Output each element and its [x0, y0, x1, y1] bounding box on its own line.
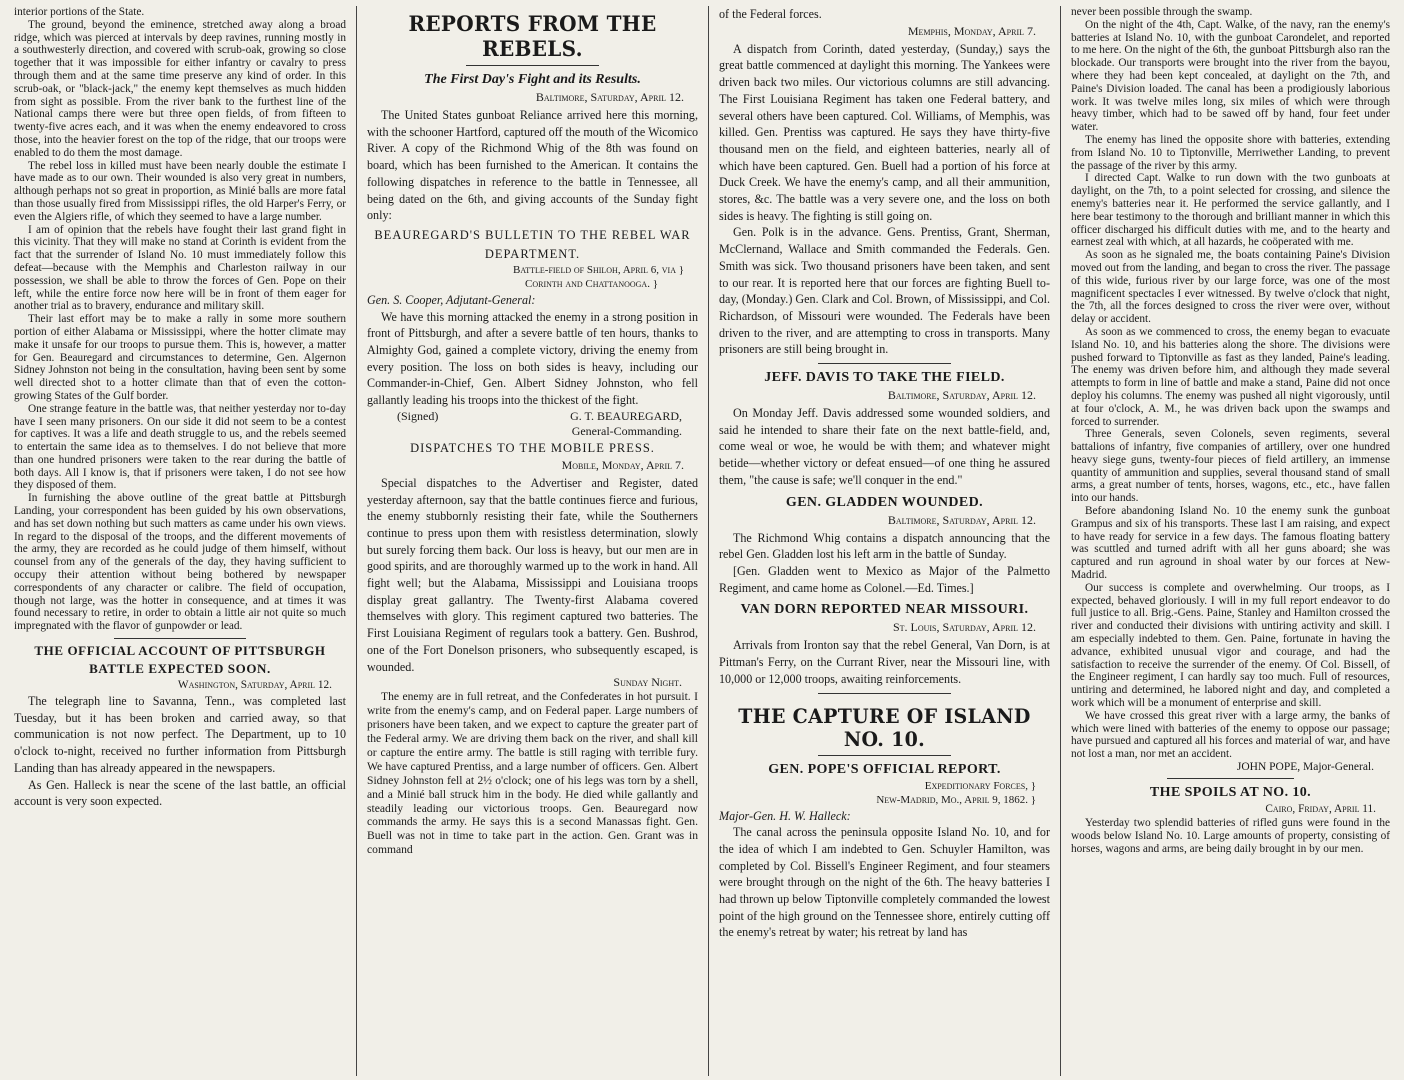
section-divider — [114, 638, 247, 639]
article-paragraph: The ground, beyond the eminence, stretched away along a broad ridge, which was pierced at intervals by deep ravines, running mostly in a southwesterly direction, and covered with scrub-oak, growing so close together that it was impossible for either infantry or cavalry to press through them and at the same time preserve any kind of order. In this scrub-oak, or "black-jack," the enemy kept themselves as much hidden from sight as possible. From the river bank to the furthest line of the National camps there were but three open fields, of from fifteen to twenty-five acres each, and it was when the enemy endeavored to cross those, into the heavier forest on the top of the ridge, that our troops were enabled to do them the most damage. — [14, 18, 346, 159]
article-paragraph: interior portions of the State. — [14, 6, 145, 18]
section-heading: THE OFFICIAL ACCOUNT OF PITTSBURGH — [34, 643, 326, 659]
dateline: Washington, Saturday, April 12. — [177, 679, 332, 692]
dateline: Corinth and Chattanooga. } — [525, 277, 658, 290]
article-paragraph: The Richmond Whig contains a dispatch announcing that the rebel Gen. Gladden lost his left arm in the battle of Sunday. — [719, 530, 1050, 562]
signature-row — [367, 409, 698, 424]
dateline: Baltimore, Saturday, April 12. — [887, 512, 1036, 527]
section-divider — [818, 693, 950, 694]
section-heading: BATTLE EXPECTED SOON. — [89, 661, 271, 677]
dateline: Expeditionary Forces, } — [924, 779, 1036, 792]
column-4 — [1060, 6, 1400, 1076]
dateline: Mobile, Monday, April 7. — [561, 457, 684, 472]
article-paragraph: A dispatch from Corinth, dated yesterday, (Sunday,) says the great battle commenced at daylight this morning. The Yankees were driven back two miles. Our victorious columns are still advancing. The First Louisiana Regiment has taken one Federal battery, and several others have been captured. Col. Williams, of Memphis, was killed. Gen. Prentiss was captured. He says they have thirty-five thousand men on the field, and eighteen batteries, nearly all of which have been captured. Gen. Buell had a portion of his force at Duck Creek. We have the enemy's camp, and all their ammunition, stores, &c. The battle was a very severe one, and the loss on both sides is heavy. The fighting is still going on. — [719, 41, 1050, 223]
salutation: Gen. S. Cooper, Adjutant-General: — [367, 292, 536, 307]
section-heading: GEN. POPE'S OFFICIAL REPORT. — [768, 761, 1001, 777]
section-heading: VAN DORN REPORTED NEAR MISSOURI. — [740, 602, 1029, 618]
article-paragraph: I directed Capt. Walke to run down with the two gunboats at daylight, on the 7th, to a point selected for crossing, and silence the enemy's batteries near it. He performed the service gallantly, and I here bear testimony to the thorough and brilliant manner in which this officer discharged his difficult duties with me, and to the hearty and earnest zeal with which, at all hazards, he coöperated with me. — [1071, 172, 1390, 249]
signed-name: G. T. BEAUREGARD, — [570, 408, 682, 423]
section-heading: DISPATCHES TO THE MOBILE PRESS. — [410, 440, 655, 455]
salutation: Major-Gen. H. W. Halleck: — [719, 808, 851, 823]
article-paragraph: [Gen. Gladden went to Mexico as Major of the Palmetto Regiment, and came home as Colonel.—Ed. Times.] — [719, 563, 1050, 595]
column-2 — [356, 6, 708, 1076]
section-divider — [818, 755, 950, 756]
article-paragraph: As soon as we commenced to cross, the enemy began to evacuate Island No. 10, and his batteries along the shore. The divisions were pushed forward to Tiptonville as fast as they landed, Paine's leading. The enemy was driven before him, and although they made several attempts to form in line of battle and make a stand, Paine did not once deploy his columns. The enemy was pushed all night vigorously, until at four o'clock, A. M., he was driven back upon the swamps and forced to surrender. — [1071, 325, 1390, 428]
article-paragraph: never been possible through the swamp. — [1071, 6, 1253, 18]
dateline: Baltimore, Saturday, April 12. — [535, 90, 684, 104]
article-paragraph: Special dispatches to the Advertiser and Register, dated yesterday afternoon, say that the battle continues fierce and furious, the enemy stubbornly resisting their fate, while the Southerners continue to press upon them with resistless determination, slowly but surely forcing them back. Our loss is heavy, but our men are in good spirits, and are thoroughly warmed up to the work in hand. All fight well; but the Alabama, Mississippi and Louisiana troops display great gallantry. The Twenty-first Alabama covered themselves with glory. This regiment captured two batteries. The First Louisiana Regiment of regulars took a battery. Gen. Bushrod, one of the Fort Donelson prisoners, who subsequently escaped, is wounded. — [367, 475, 698, 674]
article-paragraph: Before abandoning Island No. 10 the enemy sunk the gunboat Grampus and six of his transports. These last I am raising, and expect to have ready for service in a few days. The famous floating battery was scuttled and turned adrift with all her guns aboard; she was captured and run aground in shoal water by our forces at New-Madrid. — [1071, 505, 1390, 582]
article-paragraph: One strange feature in the battle was, that neither yesterday nor to-day have I seen many prisoners. On our side it did not seem to be a contest for captives. It was a life and death struggle to us, and the rebels seemed to entertain the same idea as to themselves. I do not believe that more than one hundred prisoners were taken to the rear during the battle of both days. All I know is, that if prisoners were taken, I do not see how they disposed of them. — [14, 402, 346, 492]
section-heading: JEFF. DAVIS TO TAKE THE FIELD. — [764, 370, 1005, 386]
article-paragraph: The enemy has lined the opposite shore with batteries, extending from Island No. 10 to Tiptonville, Merriwether Landing, to prevent the passage of the river by this army. — [1071, 133, 1390, 172]
article-paragraph: The telegraph line to Savanna, Tenn., was completed last Tuesday, but it has been broken and carried away, so that communication is not now perfect. The Department, up to 10 o'clock to-night, received no further information from Pittsburgh Landing than has already appeared in the newspapers. — [14, 694, 346, 775]
signed-label: (Signed) — [397, 408, 439, 423]
article-paragraph: As soon as he signaled me, the boats containing Paine's Division moved out from the landing, and began to cross the river. The passage of this wide, furious river by our large force, was one of the most magnificent spectacles I ever witnessed. By twelve o'clock that night, the 7th, all the forces designed to cross the river were over, without delay or accident. — [1071, 249, 1390, 326]
section-divider — [1167, 778, 1295, 779]
article-paragraph: I am of opinion that the rebels have fought their last grand fight in this vicinity. That they will make no stand at Corinth is evident from the fact that the surrender of Island No. 10 must immediately follow this defeat—because with the Memphis and Charleston railway in our possession, we shall be able to throw the forces of Gen. Pope on their left, while the entire force now here will be in front of them eager for another trial as to bravery, endurance and military skill. — [14, 223, 346, 313]
article-paragraph: The enemy are in full retreat, and the Confederates in hot pursuit. I write from the enemy's camp, and on Federal paper. Large numbers of prisoners have been taken, and we expect to capture the greater part of the Federal army. We are driving them back on the river, and shall kill or capture the entire army. The battle is still raging with terrible fury. We have captured Prentiss, and a large number of officers. Gen. Albert Sidney Johnston fell at 2½ o'clock; one of his legs was torn by a shell, and a Minié ball struck him in the body. He died while gallantly and steadily leading our victorious troops. Gen. Beauregard now commands the army. He says this is a second Manassas fight. Gen. Buell was not in time to take part in the action. Gen. Grant was in command — [367, 690, 698, 857]
headline: THE CAPTURE OF ISLAND NO. 10. — [738, 704, 1031, 751]
bulletin-heading: BEAUREGARD'S BULLETIN TO THE REBEL WAR — [374, 227, 691, 242]
dateline: Sunday Night. — [613, 675, 682, 690]
article-paragraph: Our success is complete and overwhelming. Our troops, as I expected, behaved gloriously. I will in my full report endeavor to do full justice to all. Brig.-Gens. Paine, Stanley and Hamilton crossed the river and conducted their divisions with untiring activity and skill. I am especially indebted to them. Gen. Paine, fortunate in having the advance, exhibited unusual vigor and courage, and had the satisfaction to receive the surrender of the enemy. Of Col. Bissell, of the Engineer regiment, I can hardly say too much. Full of resources, untiring and determined, he labored night and day, and completed a work which will be a monument of enterprise and skill. — [1071, 581, 1390, 710]
dateline: Cairo, Friday, April 11. — [1265, 803, 1376, 816]
section-divider — [818, 363, 950, 364]
bulletin-heading: DEPARTMENT. — [484, 246, 581, 261]
article-paragraph: The canal across the peninsula opposite Island No. 10, and for the idea of which I am indebted to Gen. Schuyler Hamilton, was completed by Col. Bissell's Engineer Regiment, and four steamers were brought through on the night of the 6th. The heavy batteries I had thrown up below Tiptonville completely commanded the lowest point of the high ground on the Tennessee shore, entirely cutting off the enemy's retreat by water; his retreat by land has — [719, 825, 1050, 940]
article-paragraph: On Monday Jeff. Davis addressed some wounded soldiers, and said he intended to share their fate on the next battle-field, and, come weal or woe, he would be with them; and whatever might betide—whether victory or defeat ensued—of one thing he assured them, "the cause is safe; we'll conquer in the end." — [719, 406, 1050, 487]
section-heading: GEN. GLADDEN WOUNDED. — [785, 494, 984, 510]
article-paragraph: The United States gunboat Reliance arrived here this morning, with the schooner Hartford, captured off the mouth of the Wicomico River. A copy of the Richmond Whig of the 8th was found on board, which has been furnished to the American. It contains the following dispatches in reference to the battle in Tennessee, all being dated on the 6th, and giving accounts of the Sunday fight only: — [367, 108, 698, 223]
article-paragraph: of the Federal forces. — [719, 7, 822, 21]
article-paragraph: Yesterday two splendid batteries of rifled guns were found in the woods below Island No. 10. Large amounts of property, consisting of horses, wagons and arms, are being daily brought in by our men. — [1071, 817, 1390, 855]
column-1 — [4, 6, 356, 1076]
article-paragraph: Their last effort may be to make a rally in some more southern portion of either Alabama or Mississippi, where the hotter climate may make it unsafe for our troops to pursue them. This is, however, a matter for Gen. Beauregard and circumstances to determine, Gen. Algernon Sidney Johnston not being in the consultation, having been sent by some well directed shot to a hotter climate than that of even the cotton-growing States of the Gulf border. — [14, 313, 346, 402]
dateline: Baltimore, Saturday, April 12. — [887, 388, 1036, 403]
article-paragraph: Three Generals, seven Colonels, seven regiments, several battalions of infantry, five companies of artillery, over one hundred heavy siege guns, twenty-four pieces of field artillery, an immense quantity of ammunition and supplies, several thousand stand of small arms, a great number of tents, horses, wagons, etc., etc., have fallen into our hands. — [1071, 428, 1390, 505]
article-paragraph: The rebel loss in killed must have been nearly double the estimate I have made as to our own. Their wounded is also very great in numbers, although perhaps not so great in proportion, as Minié balls are more fatal than those usually fired from Mississippi rifles, the old Harper's Ferry, or even the Algiers rifle, of which they seemed to have a large number. — [14, 159, 346, 223]
headline: REPORTS FROM THE REBELS. — [408, 10, 657, 62]
article-paragraph: Gen. Polk is in the advance. Gens. Prentiss, Grant, Sherman, McClernand, Wallace and Smith commanded the Federals. Gen. Smith was sick. Two thousand prisoners have been taken, and sent to our rear. It is reported here that our forces are fighting Buell to-day, (Monday.) Gen. Clark and Col. Brown, of Mississippi, and Col. Richardson, of Missouri were wounded. The Federals have been driven to the river, and are attempting to cross in transports. Many prisoners are still being brought in. — [719, 225, 1050, 357]
section-divider — [466, 65, 598, 66]
dateline: New-Madrid, Mo., April 9, 1862. } — [876, 793, 1036, 806]
article-paragraph: On the night of the 4th, Capt. Walke, of the navy, ran the enemy's batteries at Island No. 10, with the gunboat Carondelet, and reported to me here. On the night of the 6th, the gunboat Pittsburgh also ran the blockade. Our transports were brought into the river from the bayou, where they had been kept concealed, at daylight on the 7th, and Paine's Division loaded. The canal has been a prodigiously laborious work. It was twelve miles long, six miles of which were through heavy timber, which had to be sawed off by hand, four feet under water. — [1071, 18, 1390, 134]
article-paragraph: We have this morning attacked the enemy in a strong position in front of Pittsburgh, and after a severe battle of ten hours, thanks to Almighty God, gained a complete victory, driving the enemy from every position. The loss on both sides is heavy, including our Commander-in-Chief, Gen. Albert Sidney Johnston, who fell gallantly leading his troops into the thickest of the fight. — [367, 309, 698, 408]
signature: JOHN POPE, Major-General. — [1236, 761, 1374, 774]
dateline: Battle-field of Shiloh, April 6, via } — [513, 263, 684, 276]
article-paragraph: As Gen. Halleck is near the scene of the last battle, an official account is very soon expected. — [14, 777, 346, 809]
article-paragraph: Arrivals from Ironton say that the rebel General, Van Dorn, is at Pittman's Ferry, on the Currant River, near the Missouri line, with 10,000 or 12,000 troops, awaiting reinforcements. — [719, 638, 1050, 686]
signed-title: General-Commanding. — [571, 423, 682, 438]
column-3 — [708, 6, 1060, 1076]
subheading: The First Day's Fight and its Results. — [424, 72, 641, 87]
dateline: St. Louis, Saturday, April 12. — [892, 620, 1036, 635]
dateline: Memphis, Monday, April 7. — [907, 23, 1036, 38]
article-paragraph: We have crossed this great river with a large army, the banks of which were lined with batteries of the enemy to oppose our passage; have pursued and captured all his forces and material of war, and have not lost a man, nor met an accident. — [1071, 709, 1390, 761]
article-paragraph: In furnishing the above outline of the great battle at Pittsburgh Landing, your correspondent has been guided by his own observations, and has set down nothing but such matters as came under his own views. In regard to the disposal of the troops, and the different movements of the army, they are recorded as he could judge of them himself, without counsel from any of the generals of the day, they having sufficient to occupy their attention without being bothered by newspaper correspondents of any character or calibre. The field of occupation, though not large, was the hotter in consequence, and at times it was found necessary to retire, in order to obtain a little air not quite so much impregnated with the flavor of gunpowder or lead. — [14, 492, 346, 633]
section-heading: THE SPOILS AT NO. 10. — [1149, 785, 1312, 801]
